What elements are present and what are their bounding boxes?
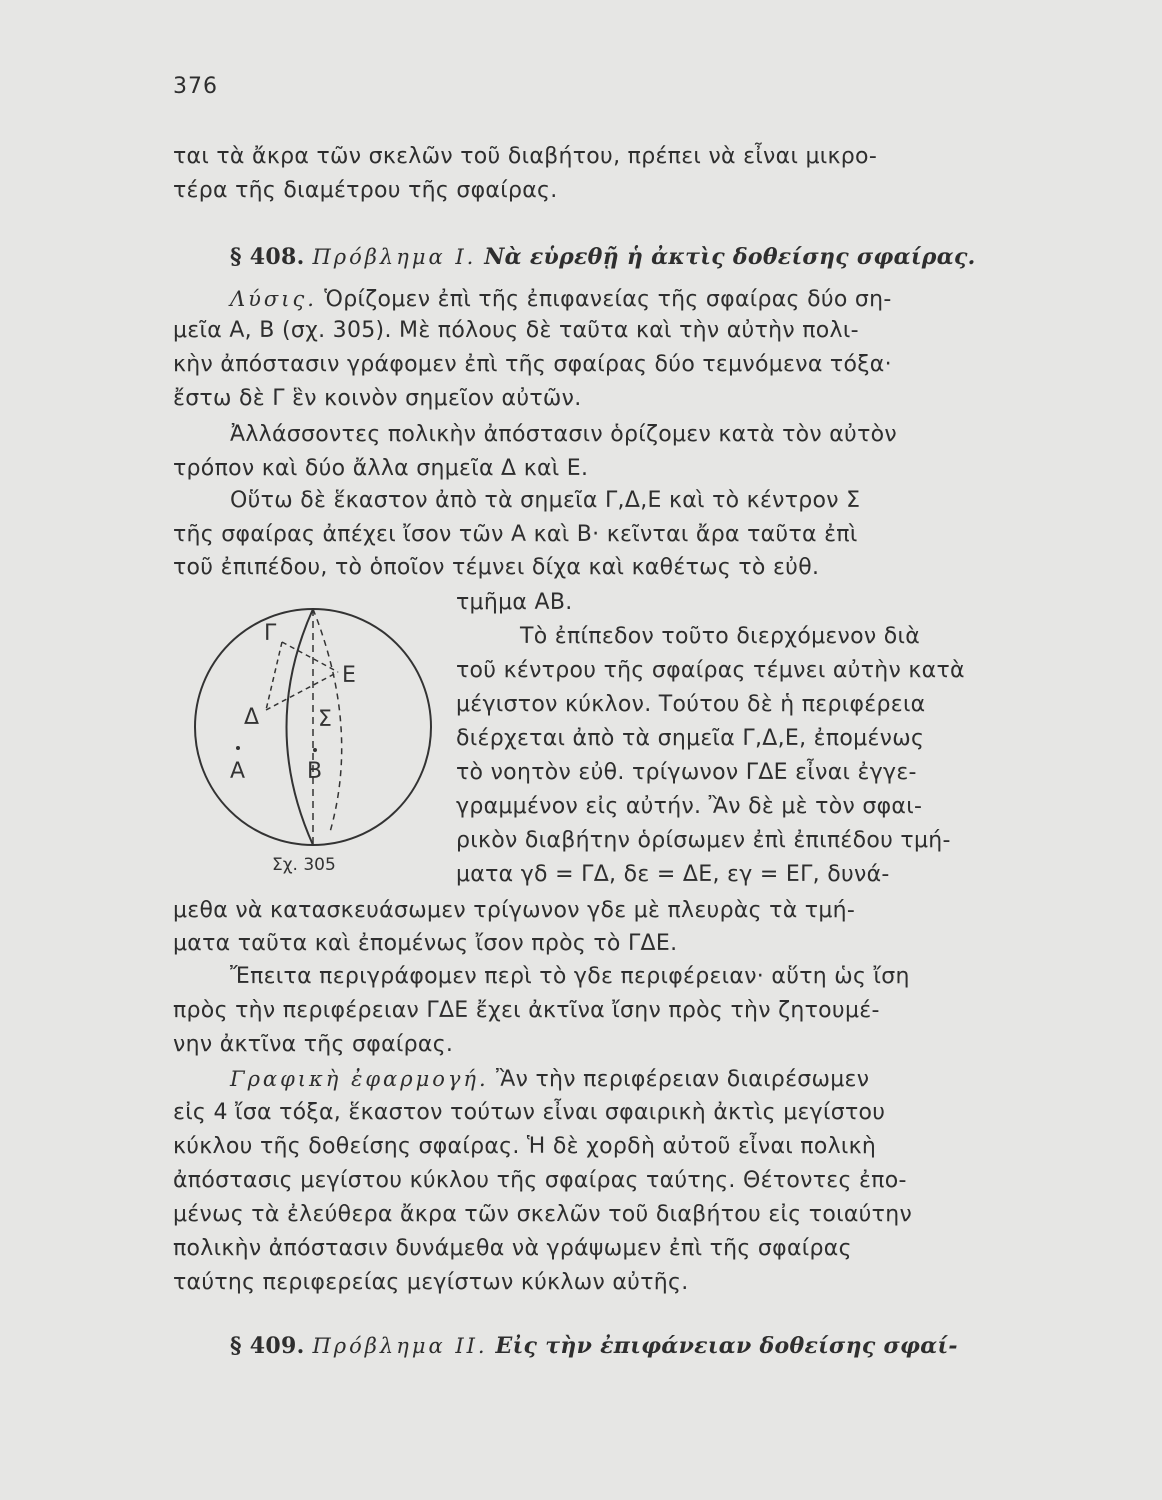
text-line: κὴν ἀπόστασιν γράφομεν ἐπὶ τῆς σφαίρας δύο τεμνόμενα τόξα· <box>173 352 892 377</box>
text-line: Ἔπειτα περιγράφομεν περὶ τὸ γδε περιφέρειαν· αὕτη ὡς ἴση <box>230 964 910 989</box>
text-line: γραμμένον εἰς αὐτήν. Ἂν δὲ μὲ τὸν σφαι- <box>456 794 923 819</box>
text-line: μεθα νὰ κατασκευάσωμεν τρίγωνον γδε μὲ πλευρὰς τὰ τμή- <box>173 898 856 923</box>
text-line: νην ἀκτῖνα τῆς σφαίρας. <box>173 1032 454 1057</box>
text-span: ται τὰ ἄκρα τῶν σκελῶν τοῦ διαβήτου, πρέπει νὰ εἶναι μικρο- <box>173 144 878 169</box>
text-line: ἔστω δὲ Γ ἓν κοινὸν σημεῖον αὐτῶν. <box>173 386 582 411</box>
section-number: § 409. <box>230 1333 305 1359</box>
segment-GE <box>282 642 338 672</box>
text-line: τὸ νοητὸν εὐθ. τρίγωνον ΓΔΕ εἶναι ἐγγε- <box>456 760 917 785</box>
section-408-heading <box>230 241 976 272</box>
text-line: πολικὴν ἀπόστασιν δυνάμεθα νὰ γράψωμεν ἐπὶ τῆς σφαίρας <box>173 1236 852 1261</box>
text-line: ρικὸν διαβήτην ὁρίσωμεν ἐπὶ ἐπιπέδου τμή- <box>456 828 951 853</box>
text-line: ματα γδ = ΓΔ, δε = ΔΕ, εγ = ΕΓ, δυνά- <box>456 862 890 887</box>
label-D: Δ <box>244 705 260 730</box>
problem-label: Πρόβλημα ΙΙ. <box>312 1334 488 1358</box>
text-line: τοῦ κέντρου τῆς σφαίρας τέμνει αὐτὴν κατὰ <box>456 658 965 683</box>
text-line: ταύτης περιφερείας μεγίστων κύκλων αὐτῆς. <box>173 1270 689 1295</box>
figure-caption: Σχ. 305 <box>272 855 336 875</box>
text-line: τοῦ ἐπιπέδου, τὸ ὁποῖον τέμνει δίχα καὶ καθέτως τὸ εὐθ. <box>173 555 820 580</box>
text-line: εἰς 4 ἴσα τόξα, ἕκαστον τούτων εἶναι σφαιρικὴ ἀκτὶς μεγίστου <box>173 1100 886 1125</box>
sphere-outline <box>195 609 431 845</box>
text-line: μένως τὰ ἐλεύθερα ἄκρα τῶν σκελῶν τοῦ διαβήτου εἰς τοιαύτην <box>173 1202 913 1227</box>
label-S: Σ <box>318 707 332 732</box>
segment-DE <box>266 672 338 710</box>
text-line: πρὸς τὴν περιφέρειαν ΓΔΕ ἔχει ἀκτῖνα ἴσην πρὸς τὴν ζητουμέ- <box>173 998 880 1023</box>
text-line: κύκλου τῆς δοθείσης σφαίρας. Ἡ δὲ χορδὴ αὐτοῦ εἶναι πολικὴ <box>173 1134 877 1159</box>
text-line <box>230 284 892 315</box>
text-span: Ἂν τὴν περιφέρειαν διαιρέσωμεν <box>495 1067 870 1092</box>
text-line <box>173 142 1051 172</box>
label-A: Α <box>230 759 246 784</box>
text-line: τέρα τῆς διαμέτρου τῆς σφαίρας. <box>173 178 558 203</box>
solution-label: Λύσις. <box>230 287 317 311</box>
text-line: τρόπον καὶ δύο ἄλλα σημεῖα Δ καὶ Ε. <box>173 456 589 481</box>
left-arc <box>287 609 314 845</box>
page-number: 376 <box>173 74 218 99</box>
label-E: Ε <box>342 663 356 688</box>
section-title: Εἰς τὴν ἐπιφάνειαν δοθείσης σφαί- <box>495 1333 958 1359</box>
problem-label: Πρόβλημα Ι. <box>312 245 477 269</box>
text-line <box>230 1064 869 1095</box>
text-line: ἀπόστασις μεγίστου κύκλου τῆς σφαίρας ταύτης. Θέτοντες ἐπο- <box>173 1168 907 1193</box>
text-line: διέρχεται ἀπὸ τὰ σημεῖα Γ,Δ,Ε, ἐπομένως <box>456 726 925 751</box>
text-line: ματα ταῦτα καὶ ἐπομένως ἴσον πρὸς τὸ ΓΔΕ. <box>173 931 678 956</box>
text-line: μεῖα Α, Β (σχ. 305). Μὲ πόλους δὲ ταῦτα καὶ τὴν αὐτὴν πολι- <box>173 318 859 343</box>
text-line: Οὕτω δὲ ἕκαστον ἀπὸ τὰ σημεῖα Γ,Δ,Ε καὶ τὸ κέντρον Σ <box>230 488 861 513</box>
graphic-application-label: Γραφικὴ ἐφαρμογή. <box>230 1067 489 1091</box>
text-span: Ὁρίζομεν ἐπὶ τῆς ἐπιφανείας τῆς σφαίρας δύο ση- <box>324 287 892 312</box>
text-line: τῆς σφαίρας ἀπέχει ἴσον τῶν Α καὶ Β· κεῖνται ἄρα ταῦτα ἐπὶ <box>173 522 858 547</box>
text-line: μέγιστον κύκλον. Τούτου δὲ ἡ περιφέρεια <box>456 692 926 717</box>
point-A <box>236 746 240 750</box>
text-line: Ἀλλάσσοντες πολικὴν ἀπόστασιν ὁρίζομεν κατὰ τὸν αὐτὸν <box>230 422 897 447</box>
section-title: Νὰ εὑρεθῇ ἡ ἀκτὶς δοθείσης σφαίρας. <box>484 244 976 270</box>
label-B: Β <box>307 759 323 784</box>
text-line: τμῆμα ΑΒ. <box>456 590 573 615</box>
sphere-figure <box>180 592 450 892</box>
text-line: Τὸ ἐπίπεδον τοῦτο διερχόμενον διὰ <box>520 624 921 649</box>
label-G: Γ <box>264 621 277 646</box>
segment-GD <box>266 642 282 710</box>
section-409-heading <box>230 1330 958 1361</box>
section-number: § 408. <box>230 244 305 270</box>
point-B <box>313 748 317 752</box>
